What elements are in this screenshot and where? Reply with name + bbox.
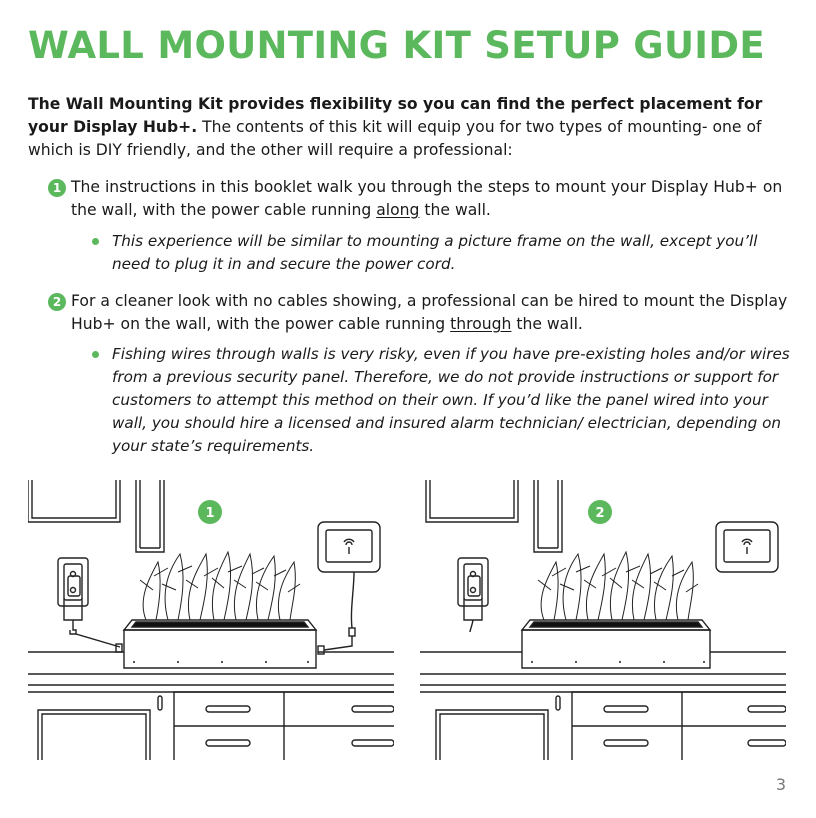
planter-icon (522, 552, 710, 668)
item-2-text-before: For a cleaner look with no cables showing, a professional can be hired to mount the Display Hub+ on the wall, with the power cable running (71, 292, 788, 333)
number-badge-2: 2 (48, 293, 66, 311)
page-title: WALL MOUNTING KIT SETUP GUIDE (28, 24, 765, 67)
upper-cabinet (28, 480, 120, 522)
illustration-2-badge-label: 2 (595, 506, 605, 521)
display-hub-icon (716, 522, 778, 572)
item-1-text-after: the wall. (419, 201, 491, 219)
item-1-bullet-text: This experience will be similar to mounting a picture frame on the wall, except you’ll need to plug it in and secure the power cord. (112, 232, 758, 273)
illustration-1-badge-label: 1 (205, 506, 215, 521)
intro-bold: The Wall Mounting Kit provides flexibility so you can find the perfect placement for your Display Hub+. (28, 95, 763, 136)
item-2-bullet (92, 343, 792, 458)
intro-text: The contents of this kit will equip you for two types of mounting- one of which is DIY friendly, and the other will require a professional: (28, 118, 762, 159)
item-2-bullet-text: Fishing wires through walls is very risky, even if you have pre-existing holes and/or wires from a previous security panel. Therefore, we do not provide instructions or support for customers to attempt this method on their own. If you’d like the panel wired into your wall, you should hire a licensed and insured alarm technician/ electrician, depending on your state’s requirements. (112, 345, 790, 455)
item-1-text-before: The instructions in this booklet walk you through the steps to mount your Display Hub+ on the wall, with the power cable running (71, 178, 783, 219)
bullet-dot (92, 351, 99, 358)
planter-icon (124, 552, 316, 668)
item-2-text-after: the wall. (511, 315, 583, 333)
item-2-text (71, 290, 798, 336)
item-1-text (71, 176, 798, 222)
list-item-2 (48, 290, 798, 336)
outlet-icon (458, 558, 488, 632)
number-badge-1: 1 (48, 179, 66, 197)
bullet-dot (92, 238, 99, 245)
item-1-underlined: along (376, 201, 420, 219)
outlet-icon (58, 558, 88, 620)
page-number: 3 (775, 775, 786, 794)
display-hub-icon (318, 522, 380, 572)
item-1-bullet (92, 230, 792, 276)
illustration-cable-along-wall (28, 480, 394, 760)
intro-paragraph (28, 93, 798, 162)
list-item-1 (48, 176, 798, 222)
item-2-underlined: through (450, 315, 512, 333)
upper-cabinet (426, 480, 518, 522)
illustration-cable-through-wall (420, 480, 786, 760)
